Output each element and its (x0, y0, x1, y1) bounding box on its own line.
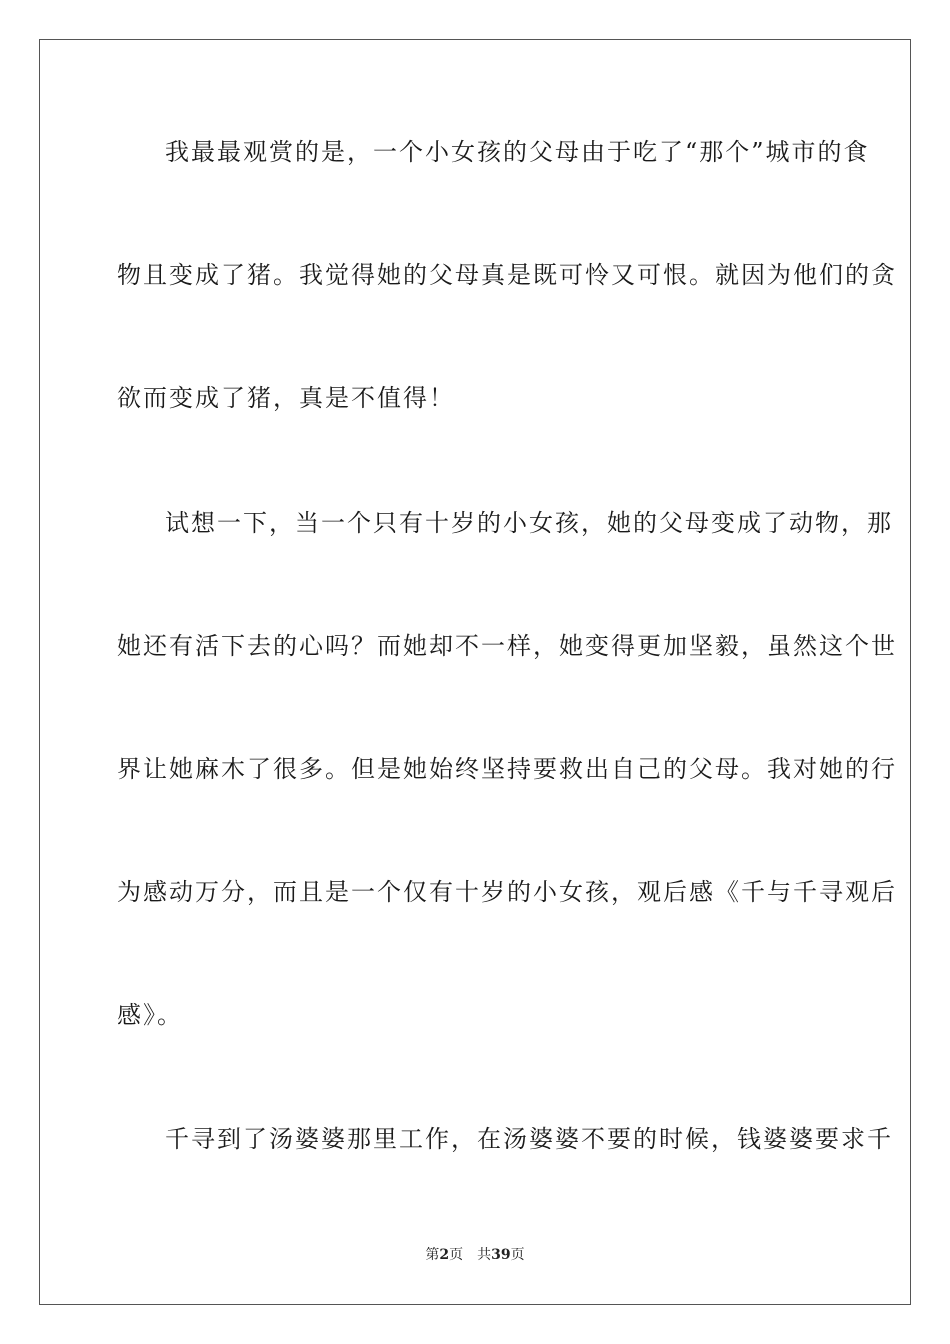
paragraph-1-line-1: 我最最观赏的是，一个小女孩的父母由于吃了“那个”城市的食 (165, 138, 870, 166)
total-prefix: 共 (477, 1247, 492, 1263)
paragraph-2-line-5: 感》。 (117, 1001, 183, 1029)
page-footer (0, 1245, 950, 1265)
paragraph-2-line-3: 界让她麻木了很多。但是她始终坚持要救出自己的父母。我对她的行 (117, 755, 897, 783)
paragraph-1-line-2: 物且变成了猪。我觉得她的父母真是既可怜又可恨。就因为他们的贪 (117, 261, 897, 289)
total-pages: 39 (491, 1247, 511, 1263)
paragraph-1-line-3: 欲而变成了猪，真是不值得！ (117, 384, 455, 412)
page-number: 2 (439, 1247, 450, 1263)
page-prefix: 第 (425, 1247, 440, 1263)
paragraph-2-line-1: 试想一下，当一个只有十岁的小女孩，她的父母变成了动物，那 (165, 509, 893, 537)
page-suffix: 页 (449, 1247, 464, 1263)
paragraph-2-line-4: 为感动万分，而且是一个仅有十岁的小女孩，观后感《千与千寻观后 (117, 878, 897, 906)
page-border (39, 39, 911, 1305)
total-suffix: 页 (510, 1247, 525, 1263)
paragraph-2-line-2: 她还有活下去的心吗？而她却不一样，她变得更加坚毅，虽然这个世 (117, 632, 897, 660)
paragraph-3-line-1: 千寻到了汤婆婆那里工作，在汤婆婆不要的时候，钱婆婆要求千 (165, 1125, 893, 1153)
